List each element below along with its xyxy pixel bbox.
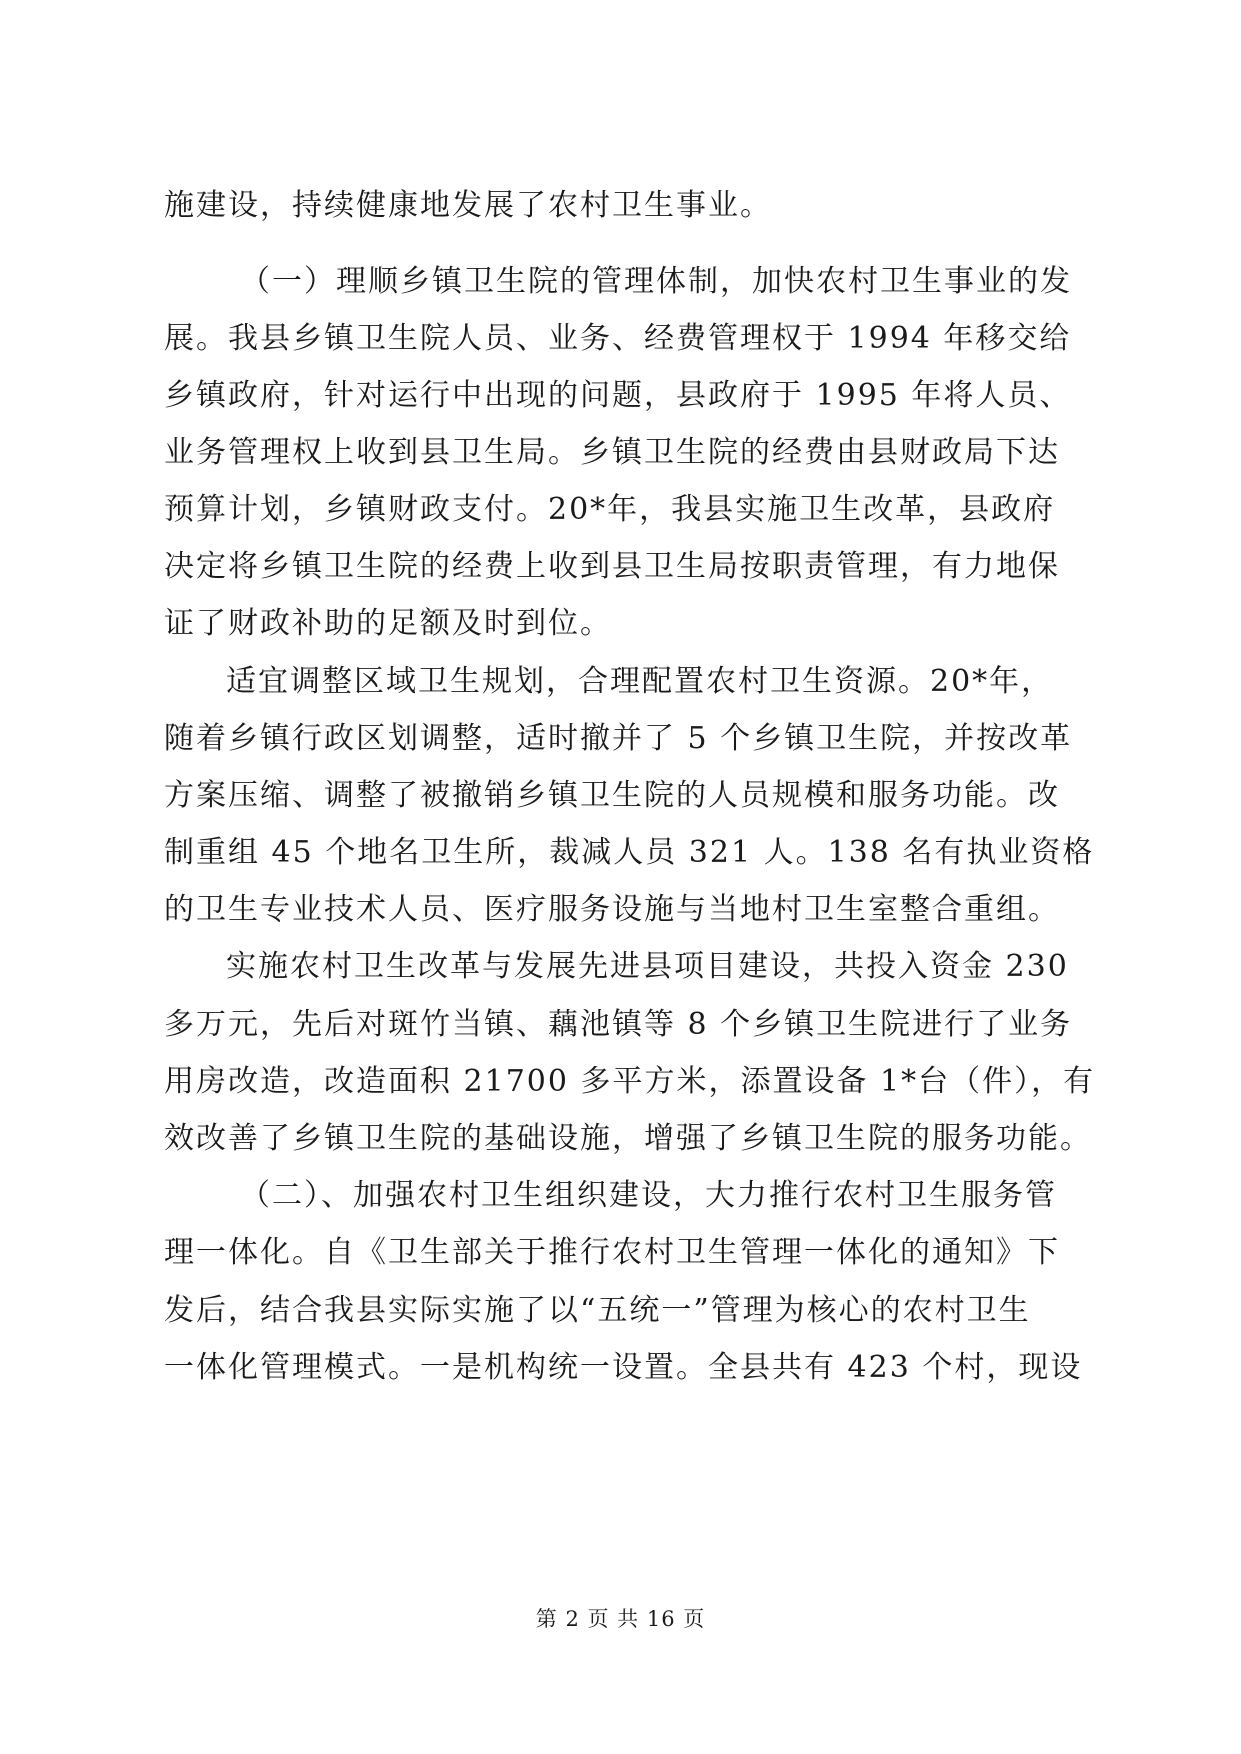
text-line: 施建设，持续健康地发展了农村卫生事业。 (164, 188, 772, 223)
text-line: 一体化管理模式。一是机构统一设置。全县共有 423 个村，现设 (164, 1350, 1083, 1385)
text-line: 实施农村卫生改革与发展先进县项目建设，共投入资金 230 (226, 949, 1069, 984)
text-line: 适宜调整区域卫生规划，合理配置农村卫生资源。20*年， (226, 664, 1054, 699)
text-line: （二）、加强农村卫生组织建设，大力推行农村卫生服务管 (240, 1178, 1057, 1213)
text-line: 制重组 45 个地名卫生所，裁减人员 321 人。138 名有执业资格 (164, 835, 1095, 870)
text-line: 证了财政补助的足额及时到位。 (164, 606, 612, 641)
text-line: 发后，结合我县实际实施了以“五统一”管理为核心的农村卫生 (164, 1293, 1031, 1328)
text-line: 方案压缩、调整了被撤销乡镇卫生院的人员规模和服务功能。改 (164, 778, 1060, 813)
text-line: （一）理顺乡镇卫生院的管理体制，加快农村卫生事业的发 (240, 264, 1072, 299)
text-line: 展。我县乡镇卫生院人员、业务、经费管理权于 1994 年移交给 (164, 321, 1072, 356)
text-line: 的卫生专业技术人员、医疗服务设施与当地村卫生室整合重组。 (164, 892, 1060, 927)
text-line: 决定将乡镇卫生院的经费上收到县卫生局按职责管理，有力地保 (164, 549, 1060, 584)
text-line: 多万元，先后对斑竹当镇、藕池镇等 8 个乡镇卫生院进行了业务 (164, 1007, 1073, 1042)
text-line: 业务管理权上收到县卫生局。乡镇卫生院的经费由县财政局下达 (164, 435, 1060, 470)
text-line: 效改善了乡镇卫生院的基础设施，增强了乡镇卫生院的服务功能。 (164, 1121, 1092, 1156)
text-line: 随着乡镇行政区划调整，适时撤并了 5 个乡镇卫生院，并按改革 (164, 721, 1073, 756)
text-line: 预算计划，乡镇财政支付。20*年，我县实施卫生改革，县政府 (164, 492, 1056, 527)
text-line: 理一体化。自《卫生部关于推行农村卫生管理一体化的通知》下 (164, 1235, 1060, 1270)
page-number-footer: 第 2 页 共 16 页 (535, 1607, 706, 1631)
text-line: 用房改造，改造面积 21700 多平方米，添置设备 1*台（件），有 (164, 1064, 1096, 1099)
text-line: 乡镇政府，针对运行中出现的问题，县政府于 1995 年将人员、 (164, 378, 1072, 413)
